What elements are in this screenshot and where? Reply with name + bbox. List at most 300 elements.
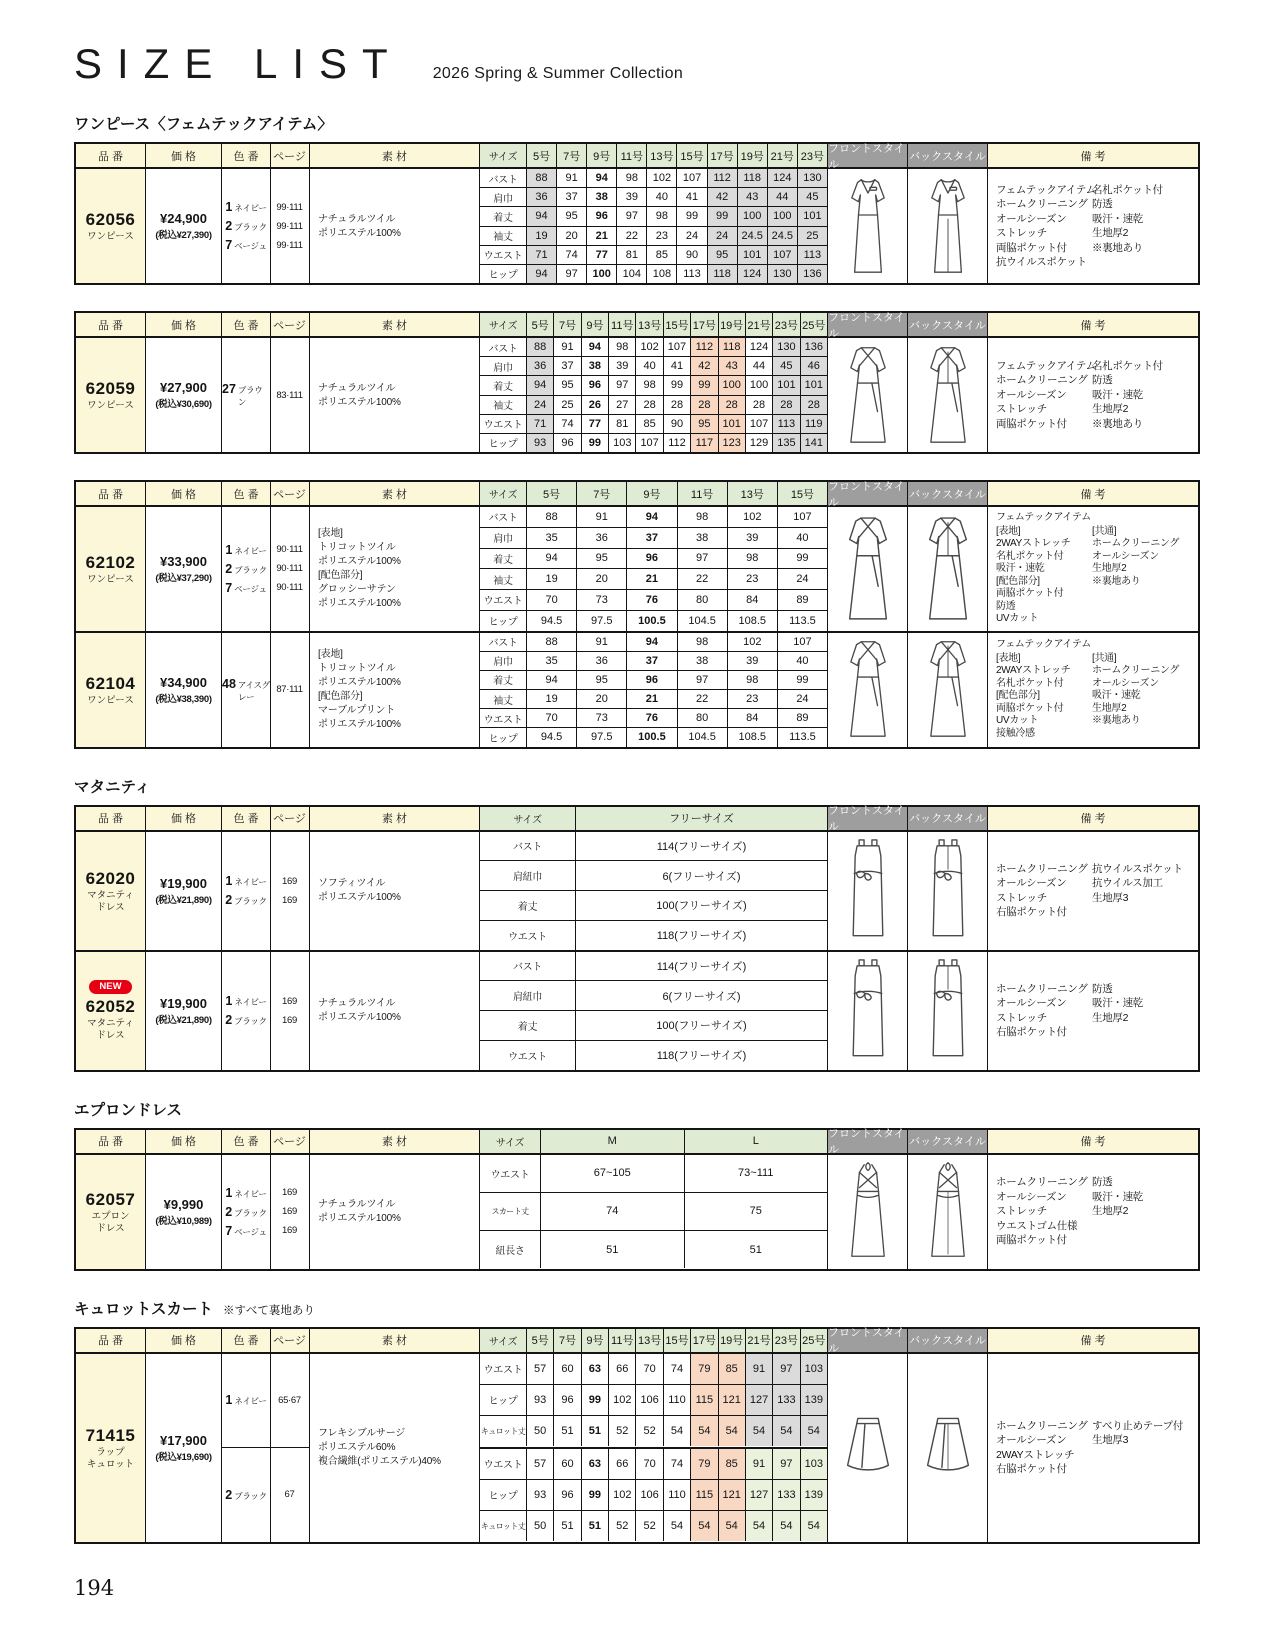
product-type: ドレス: [96, 1222, 125, 1234]
column-header-color: 色 番: [222, 144, 270, 167]
size-row-label: ヒップ: [480, 434, 527, 452]
size-value: 41: [664, 357, 691, 375]
size-value: 98: [609, 338, 636, 356]
price-main: ¥24,900: [160, 211, 207, 226]
catalog-section: [74, 1297, 1280, 1544]
size-value: 115: [691, 1385, 718, 1415]
column-header-remarks: 備 考: [988, 807, 1198, 830]
size-value: 102: [728, 633, 778, 651]
remarks-right-column: [1092, 862, 1190, 920]
product-type: ラップ: [96, 1446, 125, 1458]
size-column-header: 7号: [577, 482, 627, 505]
color-name: ブラック: [234, 1207, 267, 1218]
size-value: 100.5: [627, 728, 677, 746]
size-header-row: [480, 313, 828, 336]
color-number: 1: [225, 1185, 233, 1200]
size-value: 101: [798, 207, 827, 225]
color-number: 48: [222, 676, 236, 691]
size-value: 139: [801, 1385, 827, 1415]
size-row-label: 袖丈: [480, 396, 527, 414]
back-style-cell: [908, 1155, 988, 1269]
catalog-section: [74, 775, 1280, 1072]
size-value: 23: [647, 227, 677, 245]
size-header-row: [480, 1329, 828, 1352]
material-cell: [310, 169, 480, 283]
remark-item: 吸汗・速乾: [1092, 690, 1141, 701]
size-value: 35: [527, 652, 577, 670]
color-cell: [222, 677, 270, 703]
catalog-main: [74, 112, 1280, 1544]
size-value: 99: [677, 207, 707, 225]
column-header-price: 価 格: [146, 482, 222, 505]
size-value: 71: [527, 246, 557, 264]
size-value: 51: [582, 1416, 609, 1446]
column-header-color-page: [222, 313, 310, 336]
size-value: 100(フリーサイズ): [656, 1020, 747, 1033]
size-column-header: 23号: [798, 144, 827, 167]
size-value: 96: [582, 376, 609, 394]
remark-item: ※裏地あり: [1092, 715, 1141, 726]
size-value: 39: [609, 357, 636, 375]
size-value: 81: [617, 246, 647, 264]
size-value: 90: [664, 415, 691, 433]
size-value: 133: [773, 1480, 800, 1510]
size-row: [480, 507, 827, 527]
skirt-front-illustration-icon: [832, 1392, 904, 1504]
product-type: マタニティ: [87, 889, 134, 901]
page-reference: 169: [282, 1187, 297, 1198]
size-row-label: バスト: [480, 169, 527, 187]
product-table: [74, 805, 1200, 1072]
remark-item: ストレッチ: [996, 891, 1047, 904]
column-header-material: 素 材: [310, 482, 480, 505]
size-value: 130: [798, 169, 827, 187]
remark-item: 右脇ポケット付: [996, 906, 1067, 918]
product-code-cell: [76, 832, 146, 950]
size-value: 19: [527, 227, 557, 245]
size-value: 85: [636, 415, 663, 433]
size-value: 107: [746, 415, 773, 433]
remark-item: 抗ウイルスポケット: [1092, 862, 1183, 875]
remarks-left-column: [996, 1419, 1092, 1477]
column-header-hinban: 品 番: [76, 807, 146, 830]
price-cell: [146, 633, 222, 747]
size-value: 96: [627, 549, 677, 569]
remark-item: オールシーズン: [996, 997, 1067, 1009]
color-cell: [222, 1488, 270, 1502]
size-value: 95: [577, 549, 627, 569]
material-line: ポリエステル100%: [318, 556, 401, 568]
size-column-header: 13号: [647, 144, 677, 167]
page-reference: 169: [282, 875, 297, 887]
size-grid: [480, 169, 828, 283]
column-header-back-style: バックスタイル: [908, 482, 988, 505]
section-title-row: [74, 112, 1280, 134]
size-row: [480, 1479, 827, 1510]
size-value: 90: [677, 246, 707, 264]
size-value: 106: [636, 1385, 663, 1415]
size-row: [480, 433, 827, 452]
size-value: 118: [708, 265, 738, 283]
size-column-header: 19号: [719, 313, 746, 336]
new-badge: NEW: [89, 980, 131, 994]
size-value: 103: [801, 1354, 827, 1384]
back-style-cell: [908, 952, 988, 1070]
size-value: 54: [691, 1511, 718, 1541]
size-value: 63: [582, 1354, 609, 1384]
size-row: [480, 375, 827, 394]
section-title: ワンピース〈フェムテックアイテム〉: [74, 116, 333, 133]
size-value: 50: [527, 1511, 554, 1541]
product-code: 62057: [85, 1189, 136, 1209]
size-value: 96: [554, 1385, 581, 1415]
page-reference: 90·111: [276, 582, 303, 594]
size-value: 52: [609, 1416, 636, 1446]
product-code-cell: [76, 952, 146, 1070]
remark-item: 吸汗・速乾: [1092, 1190, 1143, 1203]
size-value: 113.5: [789, 731, 816, 744]
color-number: 27: [222, 382, 236, 396]
size-row-label: バスト: [480, 338, 527, 356]
remark-item: オールシーズン: [996, 1434, 1067, 1446]
color-number: 1: [225, 1393, 233, 1408]
remarks-left-column: [996, 526, 1092, 626]
size-value: 97.5: [577, 611, 627, 631]
size-header-row: [480, 1130, 828, 1153]
remarks-right-column: [1092, 653, 1190, 741]
remarks-columns: [996, 359, 1190, 432]
size-value: 107: [664, 338, 691, 356]
size-value: 107: [677, 169, 707, 187]
column-header-color-page: [222, 144, 310, 167]
column-header-page: ページ: [270, 1130, 309, 1153]
remark-item: UVカット: [996, 715, 1039, 726]
column-header-remarks: 備 考: [988, 1130, 1198, 1153]
material-line: ポリエステル60%: [318, 1442, 396, 1453]
size-value: 42: [691, 357, 718, 375]
size-value: 22: [617, 227, 647, 245]
size-value: 96: [554, 1480, 581, 1510]
size-grid: [480, 507, 828, 631]
size-row: [480, 169, 827, 187]
page-reference: 83·111: [276, 389, 303, 401]
size-column-header: 13号: [636, 313, 663, 336]
size-value: 103: [609, 434, 636, 452]
page-reference: 90·111: [276, 544, 303, 556]
remarks-cell: [988, 507, 1198, 631]
pinafore-back-illustration-icon: [912, 836, 984, 945]
size-grid: [480, 832, 828, 950]
remark-item: ストレッチ: [996, 1205, 1047, 1218]
size-value: 99: [691, 376, 718, 394]
size-group: [480, 633, 827, 747]
column-header-material: 素 材: [310, 807, 480, 830]
material-line: ポリエステル100%: [318, 1012, 401, 1023]
color-cell: [222, 200, 270, 214]
remarks-left-column: [996, 359, 1096, 432]
size-value: 74: [664, 1449, 691, 1479]
size-value: 98: [728, 549, 778, 569]
product-row: [76, 169, 1198, 283]
size-value: 24: [527, 396, 554, 414]
remark-item: 名札ポケット付: [1092, 359, 1163, 372]
size-value: 88: [527, 633, 577, 651]
size-value: 35: [527, 528, 577, 548]
column-header-page: ページ: [270, 807, 309, 830]
size-value: 85: [719, 1354, 746, 1384]
remark-item: [表地]: [996, 652, 1021, 664]
column-header-color: 色 番: [222, 313, 270, 336]
catalog-section: [74, 112, 1280, 749]
size-value: 27: [609, 396, 636, 414]
size-column-header: 21号: [746, 313, 773, 336]
size-row-label: 着丈: [480, 376, 527, 394]
remark-item: 両脇ポケット付: [996, 417, 1067, 430]
size-value: 99: [582, 1385, 609, 1415]
size-row-label: 着丈: [480, 891, 576, 920]
color-group: [222, 382, 309, 407]
pinafore-front-illustration-icon: [832, 956, 904, 1065]
size-column-header: 5号: [527, 1329, 554, 1352]
size-value: 127: [746, 1480, 773, 1510]
front-style-cell: [828, 952, 908, 1070]
size-value: 91: [746, 1449, 773, 1479]
remark-item: ウエストゴム仕様: [996, 1219, 1078, 1232]
material-cell: [310, 1155, 480, 1269]
size-value: 94.5: [527, 728, 577, 746]
size-value: 28: [636, 396, 663, 414]
size-value: 98: [728, 671, 778, 689]
size-row-label: 紐長さ: [480, 1231, 541, 1268]
size-value: 124: [768, 169, 798, 187]
size-value: 97: [617, 207, 647, 225]
size-value: 37: [557, 188, 587, 206]
material-line: フレキシブルサージ: [318, 1428, 406, 1439]
size-value: 6(フリーサイズ): [662, 870, 741, 883]
size-column-header: 23号: [773, 313, 800, 336]
size-row-label: バスト: [480, 952, 576, 981]
size-column-header: フリーサイズ: [576, 807, 827, 830]
size-value: 54: [746, 1511, 773, 1541]
column-header-back-style: バックスタイル: [908, 807, 988, 830]
section-title-row: [74, 775, 1280, 797]
color-number: 7: [225, 580, 233, 595]
size-value: 102: [609, 1480, 636, 1510]
catalog-section: [74, 1098, 1280, 1271]
size-value: 70: [636, 1354, 663, 1384]
remark-item: [配色部分]: [996, 575, 1040, 587]
wrapdress-front-illustration-icon: [832, 637, 904, 742]
size-value: 108.5: [728, 728, 778, 746]
size-value: 43: [719, 357, 746, 375]
size-value: 121: [719, 1385, 746, 1415]
remark-item: オールシーズン: [996, 212, 1067, 225]
remark-item: ホームクリーニング: [996, 1419, 1088, 1432]
size-value: 94: [527, 376, 554, 394]
size-value: 38: [678, 528, 728, 548]
wrapdress-back-illustration-icon: [912, 637, 984, 742]
size-column-header: 7号: [554, 313, 581, 336]
remarks-columns: [996, 982, 1190, 1040]
size-value: 114(フリーサイズ): [656, 960, 747, 973]
remark-item: ホームクリーニング: [996, 1176, 1088, 1189]
color-number: 2: [225, 219, 233, 233]
size-value: 60: [554, 1449, 581, 1479]
size-value: 96: [627, 671, 677, 689]
size-value: 97: [609, 376, 636, 394]
size-value: 28: [801, 396, 827, 414]
product-row: [76, 1354, 1198, 1542]
color-number: 2: [225, 1013, 233, 1027]
size-value: 130: [768, 265, 798, 283]
product-code-cell: [76, 633, 146, 747]
column-header-front-style: フロントスタイル: [828, 144, 908, 167]
size-value: 94: [527, 265, 557, 283]
remark-item: 生地厚3: [1092, 891, 1129, 904]
column-header-back-style: バックスタイル: [908, 1329, 988, 1352]
column-header-front-style: フロントスタイル: [828, 1329, 908, 1352]
size-value: 110: [664, 1480, 691, 1510]
product-code-cell: [76, 1354, 146, 1542]
table-header-row: [76, 1329, 1198, 1354]
color-line: [222, 382, 309, 407]
size-row: [480, 670, 827, 689]
color-line: [222, 236, 309, 255]
collection-subtitle: 2026 Spring & Summer Collection: [432, 65, 684, 82]
remark-item: ホームクリーニング: [1092, 665, 1180, 676]
size-header-label: サイズ: [480, 1329, 527, 1352]
size-value: 113.5: [789, 614, 816, 627]
back-style-cell: [908, 507, 988, 631]
remark-item: 吸汗・速乾: [1092, 388, 1143, 401]
size-value: 94.5: [527, 611, 577, 631]
color-name: ブラック: [234, 564, 267, 575]
size-column-header: 23号: [773, 1329, 800, 1352]
size-value: 91: [577, 633, 627, 651]
size-header-label: サイズ: [480, 1130, 541, 1153]
size-row: [480, 610, 827, 631]
size-value: 94: [527, 549, 577, 569]
column-header-back-style: バックスタイル: [908, 1130, 988, 1153]
remark-item: 生地厚2: [1092, 227, 1129, 239]
price-main: ¥34,900: [160, 674, 207, 690]
remark-item: 吸汗・速乾: [1092, 212, 1143, 225]
size-value: 95: [691, 415, 718, 433]
size-value: 102: [647, 169, 677, 187]
size-value: 39: [728, 652, 778, 670]
color-line: [222, 676, 309, 702]
column-header-hinban: 品 番: [76, 313, 146, 336]
size-value: 93: [527, 434, 554, 452]
price-cell: [146, 832, 222, 950]
size-row-label: 袖丈: [480, 569, 527, 589]
product-row: [76, 338, 1198, 452]
size-value: 36: [527, 357, 554, 375]
size-value: 52: [636, 1511, 663, 1541]
remarks-right-column: [1092, 1175, 1190, 1248]
remarks-columns: [996, 1175, 1190, 1248]
size-value: 41: [677, 188, 707, 206]
color-line: [222, 1485, 309, 1504]
size-value: 24: [677, 227, 707, 245]
price-tax-included: (税込¥21,890): [155, 894, 212, 906]
size-value: 45: [773, 357, 800, 375]
size-value: 99: [582, 434, 609, 452]
color-line: [222, 1183, 309, 1202]
remarks-heading: フェムテックアイテム: [996, 639, 1091, 650]
size-value: 129: [746, 434, 773, 452]
color-group: [222, 992, 309, 1030]
size-column-header: 25号: [801, 313, 827, 336]
material-cell: [310, 633, 480, 747]
size-group: [480, 338, 827, 452]
size-value: 114(フリーサイズ): [656, 840, 747, 853]
size-row-label: 袖丈: [480, 690, 527, 708]
color-name: ネイビー: [234, 545, 267, 556]
remarks-cell: [988, 1354, 1198, 1542]
size-row: [480, 1040, 827, 1070]
remark-item: [表地]: [996, 525, 1021, 537]
remark-item: 両脇ポケット付: [996, 702, 1064, 714]
column-header-price: 価 格: [146, 1329, 222, 1352]
size-value: 40: [796, 531, 809, 544]
remarks-right-column: [1092, 1419, 1190, 1477]
column-header-remarks: 備 考: [988, 482, 1198, 505]
table-header-row: [76, 1130, 1198, 1155]
color-number: 2: [225, 1487, 233, 1502]
size-row: [480, 206, 827, 225]
size-value: 54: [773, 1511, 800, 1541]
size-row-label: ウエスト: [480, 921, 576, 950]
size-row: [480, 952, 827, 981]
size-row: [480, 1415, 827, 1446]
size-value: 112: [664, 434, 691, 452]
color-line: [222, 1221, 309, 1240]
size-row-label: ウエスト: [480, 1354, 527, 1384]
size-value: 76: [627, 590, 677, 610]
remarks-right-column: [1092, 183, 1190, 270]
size-row: [480, 245, 827, 264]
price-main: ¥19,900: [160, 995, 207, 1011]
color-line: [222, 1011, 309, 1030]
size-value: 104: [617, 265, 647, 283]
size-value: 107: [793, 510, 812, 523]
front-style-cell: [828, 507, 908, 631]
color-line: [222, 198, 309, 217]
pinafore-front-illustration-icon: [832, 836, 904, 945]
size-value: 51: [554, 1511, 581, 1541]
size-value: 66: [609, 1449, 636, 1479]
size-value: 119: [801, 415, 827, 433]
size-group: [480, 169, 827, 283]
size-value: 75: [749, 1205, 762, 1218]
size-row: [480, 1449, 827, 1479]
size-value: 28: [664, 396, 691, 414]
remark-item: 2WAYストレッチ: [996, 665, 1071, 676]
size-value: 121: [719, 1480, 746, 1510]
remarks-columns: [996, 1419, 1190, 1477]
size-row-label: ヒップ: [480, 1480, 527, 1510]
material-line: [表地]: [318, 649, 343, 660]
size-value: 98: [617, 169, 647, 187]
size-value: 100(フリーサイズ): [656, 900, 747, 913]
material-line: ポリエステル100%: [318, 227, 401, 239]
remarks-left-column: [996, 1175, 1092, 1248]
remark-item: 防透: [996, 600, 1016, 612]
size-value: 38: [582, 357, 609, 375]
size-column-header: 7号: [554, 1329, 581, 1352]
size-value: 91: [554, 338, 581, 356]
